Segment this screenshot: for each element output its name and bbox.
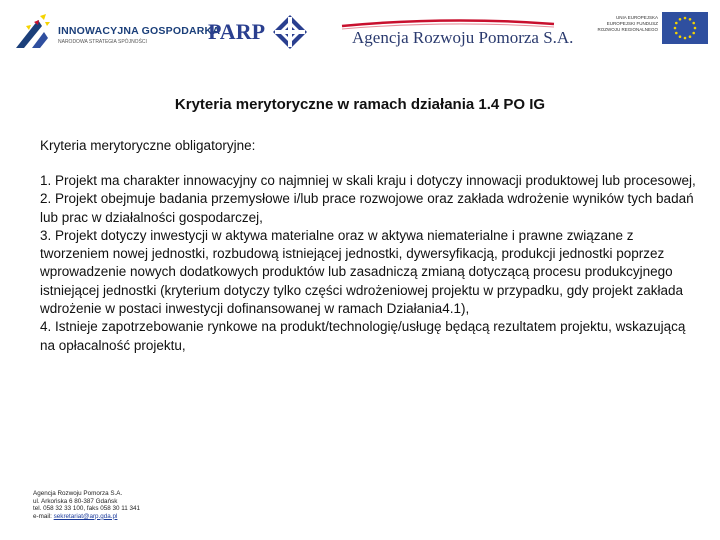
criterion-item: 3. Projekt dotyczy inwestycji w aktywa materialne oraz w aktywa niematerialne i prawne związane z tworzeniem nowej jednostki, rozbudową istniejącej jednostki, dywersyfikacją, produkcji jednostki poprzez wprowadzenie nowych dodatkowych produktów lub zasadniczą zmianą dotyczącą procesu produkcyjnego istniejącej jednostki (kryterium dotyczy tylko części wdrożeniowej projektu w przypadku, gdy projekt zakłada wdrożenie w postaci inwestycji dofinansowanej w ramach Działania4.1),: [40, 227, 684, 317]
criterion-item: 2. Projekt obejmuje badania przemysłowe i/lub prace rozwojowe oraz zakłada wdrożenie wyników tych badań lub prac w działalności gospodarczej,: [40, 191, 694, 225]
eu-logo-text: [590, 15, 658, 33]
eu-logo-line: ROZWOJU REGIONALNEGO: [597, 27, 658, 32]
footer-email-link[interactable]: sekretariat@arp.gda.pl: [53, 512, 118, 520]
footer-email-line: [33, 513, 140, 521]
arp-logo-text: Agencja Rozwoju Pomorza S.A.: [352, 28, 574, 47]
parp-arrows-icon: [272, 14, 308, 50]
eu-logo-line: EUROPEJSKI FUNDUSZ: [606, 21, 658, 26]
parp-logo-text: PARP: [208, 19, 266, 44]
agencja-rozwoju-pomorza-logo: [338, 14, 574, 54]
footer-company-name: Agencja Rozwoju Pomorza S.A.: [33, 490, 123, 497]
parp-logo: [208, 14, 308, 50]
eu-logo-line: UNIA EUROPEJSKA: [615, 15, 658, 20]
criteria-intro: Kryteria merytoryczne obligatoryjne:: [40, 138, 256, 153]
criterion-item: 1. Projekt ma charakter innowacyjny co najmniej w skali kraju i dotyczy innowacji produktowej lub procesowej,: [40, 173, 696, 188]
eu-flag-icon: [662, 12, 708, 44]
document-title: Kryteria merytoryczne w ramach działania 1.4 PO IG: [174, 96, 546, 113]
ig-logo-title: INNOWACYJNA GOSPODARKA: [58, 25, 221, 37]
eu-logo: [590, 12, 708, 44]
footer-address: ul. Arkońska 6 80-387 Gdańsk: [33, 497, 118, 505]
footer-email-label: e-mail:: [33, 512, 54, 520]
innowacyjna-gospodarka-logo: [12, 12, 221, 52]
ig-logo-subtitle: NARODOWA STRATEGIA SPÓJNOŚCI: [58, 39, 147, 45]
ig-logo-mark-icon: [12, 12, 52, 52]
criterion-item: 4. Istnieje zapotrzebowanie rynkowe na produkt/technologię/usługę będącą rezultatem projektu, wskazującą na opłacalność projektu,: [40, 319, 686, 353]
footer-contact: [33, 490, 140, 520]
header-logos: [0, 0, 720, 62]
criteria-list: [40, 172, 700, 355]
footer-phone: tel. 058 32 33 100, faks 058 30 11 341: [33, 505, 141, 513]
